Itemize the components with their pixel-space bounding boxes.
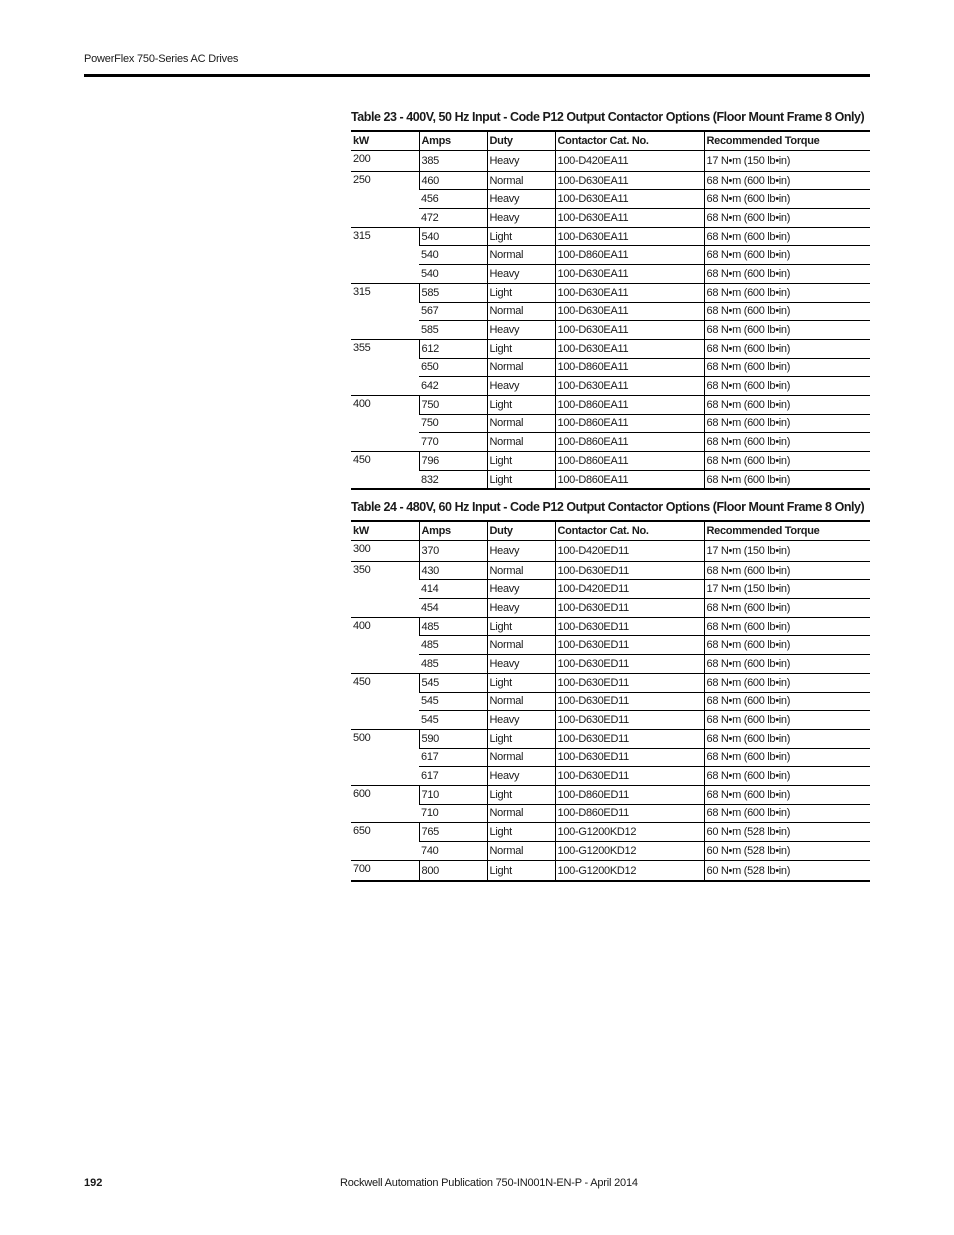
cell-amps: 585	[419, 283, 487, 302]
table-row	[351, 748, 870, 767]
table-row	[351, 395, 870, 414]
cell-contactor: 100-D860ED11	[555, 785, 704, 804]
page-number: 192	[84, 1177, 103, 1189]
cell-contactor: 100-G1200KD12	[555, 842, 704, 861]
cell-kw: 500	[351, 729, 419, 785]
cell-contactor: 100-G1200KD12	[555, 823, 704, 842]
cell-duty: Heavy	[487, 209, 555, 228]
publication-footer: Rockwell Automation Publication 750-IN001N-EN-P - April 2014	[340, 1177, 638, 1189]
cell-contactor: 100-D860EA11	[555, 358, 704, 377]
cell-amps: 800	[419, 860, 487, 881]
table-row	[351, 655, 870, 674]
cell-amps: 750	[419, 414, 487, 433]
cell-duty: Heavy	[487, 151, 555, 172]
cell-contactor: 100-D630ED11	[555, 599, 704, 618]
cell-duty: Normal	[487, 302, 555, 321]
cell-contactor: 100-D860EA11	[555, 414, 704, 433]
cell-contactor: 100-D860EA11	[555, 470, 704, 489]
cell-amps: 590	[419, 729, 487, 748]
cell-duty: Normal	[487, 804, 555, 823]
table-row	[351, 541, 870, 562]
cell-duty: Light	[487, 395, 555, 414]
cell-contactor: 100-G1200KD12	[555, 860, 704, 881]
cell-torque: 68 N•m (600 lb•in)	[704, 767, 870, 786]
cell-torque: 60 N•m (528 lb•in)	[704, 823, 870, 842]
cell-torque: 60 N•m (528 lb•in)	[704, 842, 870, 861]
cell-duty: Normal	[487, 636, 555, 655]
cell-kw: 315	[351, 227, 419, 283]
table-header-row	[351, 131, 870, 151]
cell-duty: Light	[487, 452, 555, 471]
col-header-kw: kW	[351, 521, 419, 541]
table-row	[351, 860, 870, 881]
table-row	[351, 561, 870, 580]
cell-torque: 68 N•m (600 lb•in)	[704, 171, 870, 190]
cell-duty: Light	[487, 227, 555, 246]
cell-duty: Normal	[487, 433, 555, 452]
cell-torque: 17 N•m (150 lb•in)	[704, 580, 870, 599]
table-row	[351, 283, 870, 302]
cell-amps: 650	[419, 358, 487, 377]
cell-contactor: 100-D630ED11	[555, 636, 704, 655]
cell-torque: 68 N•m (600 lb•in)	[704, 636, 870, 655]
cell-contactor: 100-D630ED11	[555, 561, 704, 580]
cell-amps: 617	[419, 767, 487, 786]
cell-amps: 710	[419, 804, 487, 823]
table-row	[351, 414, 870, 433]
cell-torque: 68 N•m (600 lb•in)	[704, 673, 870, 692]
cell-torque: 68 N•m (600 lb•in)	[704, 395, 870, 414]
cell-amps: 414	[419, 580, 487, 599]
cell-contactor: 100-D630EA11	[555, 302, 704, 321]
cell-torque: 68 N•m (600 lb•in)	[704, 748, 870, 767]
cell-amps: 485	[419, 636, 487, 655]
cell-contactor: 100-D630EA11	[555, 377, 704, 396]
table-24	[351, 520, 870, 882]
table-row	[351, 171, 870, 190]
table-24-body	[351, 541, 870, 882]
cell-contactor: 100-D860ED11	[555, 804, 704, 823]
cell-kw: 250	[351, 171, 419, 227]
cell-duty: Light	[487, 673, 555, 692]
cell-duty: Normal	[487, 171, 555, 190]
cell-contactor: 100-D860EA11	[555, 433, 704, 452]
cell-amps: 612	[419, 339, 487, 358]
table-row	[351, 151, 870, 172]
table-row	[351, 711, 870, 730]
cell-amps: 585	[419, 321, 487, 340]
cell-contactor: 100-D630EA11	[555, 265, 704, 284]
table-row	[351, 823, 870, 842]
cell-kw: 600	[351, 785, 419, 822]
cell-contactor: 100-D630ED11	[555, 673, 704, 692]
cell-duty: Normal	[487, 246, 555, 265]
cell-contactor: 100-D630ED11	[555, 692, 704, 711]
table-row	[351, 433, 870, 452]
cell-contactor: 100-D630EA11	[555, 171, 704, 190]
cell-contactor: 100-D860EA11	[555, 395, 704, 414]
cell-kw: 700	[351, 860, 419, 881]
cell-duty: Heavy	[487, 655, 555, 674]
cell-torque: 68 N•m (600 lb•in)	[704, 414, 870, 433]
cell-contactor: 100-D420ED11	[555, 541, 704, 562]
table-23	[351, 130, 870, 490]
cell-duty: Heavy	[487, 767, 555, 786]
cell-kw: 350	[351, 561, 419, 617]
table-row	[351, 302, 870, 321]
table-row	[351, 190, 870, 209]
table-24-title: Table 24 - 480V, 60 Hz Input - Code P12 Output Contactor Options (Floor Mount Frame 8 Only)	[351, 500, 865, 514]
table-row	[351, 767, 870, 786]
cell-amps: 460	[419, 171, 487, 190]
table-row	[351, 209, 870, 228]
table-23-body	[351, 151, 870, 490]
cell-torque: 68 N•m (600 lb•in)	[704, 804, 870, 823]
cell-contactor: 100-D860EA11	[555, 452, 704, 471]
cell-duty: Light	[487, 860, 555, 881]
cell-duty: Normal	[487, 414, 555, 433]
cell-amps: 456	[419, 190, 487, 209]
cell-torque: 68 N•m (600 lb•in)	[704, 377, 870, 396]
cell-duty: Light	[487, 823, 555, 842]
running-header: PowerFlex 750-Series AC Drives	[84, 53, 239, 65]
cell-duty: Light	[487, 339, 555, 358]
cell-torque: 68 N•m (600 lb•in)	[704, 209, 870, 228]
cell-amps: 642	[419, 377, 487, 396]
table-row	[351, 804, 870, 823]
col-header-torque: Recommended Torque	[704, 521, 870, 541]
cell-amps: 385	[419, 151, 487, 172]
cell-torque: 68 N•m (600 lb•in)	[704, 452, 870, 471]
cell-contactor: 100-D630ED11	[555, 655, 704, 674]
cell-torque: 68 N•m (600 lb•in)	[704, 190, 870, 209]
cell-kw: 355	[351, 339, 419, 395]
cell-amps: 832	[419, 470, 487, 489]
cell-amps: 750	[419, 395, 487, 414]
cell-kw: 315	[351, 283, 419, 339]
cell-amps: 545	[419, 673, 487, 692]
table-row	[351, 599, 870, 618]
cell-torque: 68 N•m (600 lb•in)	[704, 265, 870, 284]
table-row	[351, 358, 870, 377]
cell-duty: Light	[487, 617, 555, 636]
cell-duty: Light	[487, 470, 555, 489]
col-header-amps: Amps	[419, 131, 487, 151]
cell-amps: 540	[419, 227, 487, 246]
cell-duty: Normal	[487, 692, 555, 711]
cell-amps: 617	[419, 748, 487, 767]
cell-amps: 770	[419, 433, 487, 452]
cell-contactor: 100-D420ED11	[555, 580, 704, 599]
cell-amps: 540	[419, 246, 487, 265]
cell-duty: Normal	[487, 842, 555, 861]
cell-amps: 370	[419, 541, 487, 562]
cell-amps: 567	[419, 302, 487, 321]
cell-torque: 68 N•m (600 lb•in)	[704, 599, 870, 618]
cell-kw: 400	[351, 617, 419, 673]
col-header-contactor: Contactor Cat. No.	[555, 131, 704, 151]
cell-kw: 200	[351, 151, 419, 172]
table-header-row	[351, 521, 870, 541]
table-row	[351, 246, 870, 265]
cell-duty: Heavy	[487, 599, 555, 618]
cell-torque: 68 N•m (600 lb•in)	[704, 561, 870, 580]
cell-torque: 68 N•m (600 lb•in)	[704, 433, 870, 452]
cell-contactor: 100-D630ED11	[555, 767, 704, 786]
col-header-contactor: Contactor Cat. No.	[555, 521, 704, 541]
table-row	[351, 617, 870, 636]
cell-duty: Heavy	[487, 321, 555, 340]
cell-torque: 17 N•m (150 lb•in)	[704, 541, 870, 562]
table-row	[351, 265, 870, 284]
cell-amps: 796	[419, 452, 487, 471]
cell-torque: 68 N•m (600 lb•in)	[704, 321, 870, 340]
table-row	[351, 580, 870, 599]
col-header-torque: Recommended Torque	[704, 131, 870, 151]
table-row	[351, 377, 870, 396]
cell-duty: Normal	[487, 748, 555, 767]
table-23-title: Table 23 - 400V, 50 Hz Input - Code P12 Output Contactor Options (Floor Mount Frame 8 Only)	[351, 110, 865, 124]
table-row	[351, 452, 870, 471]
cell-contactor: 100-D630ED11	[555, 711, 704, 730]
cell-contactor: 100-D630EA11	[555, 227, 704, 246]
cell-kw: 450	[351, 673, 419, 729]
cell-duty: Heavy	[487, 377, 555, 396]
col-header-duty: Duty	[487, 131, 555, 151]
cell-duty: Heavy	[487, 711, 555, 730]
cell-torque: 68 N•m (600 lb•in)	[704, 617, 870, 636]
cell-torque: 68 N•m (600 lb•in)	[704, 246, 870, 265]
cell-contactor: 100-D630ED11	[555, 617, 704, 636]
cell-torque: 68 N•m (600 lb•in)	[704, 729, 870, 748]
cell-torque: 60 N•m (528 lb•in)	[704, 860, 870, 881]
table-row	[351, 729, 870, 748]
cell-torque: 68 N•m (600 lb•in)	[704, 227, 870, 246]
table-row	[351, 673, 870, 692]
cell-duty: Normal	[487, 358, 555, 377]
table-row	[351, 470, 870, 489]
cell-duty: Heavy	[487, 265, 555, 284]
cell-amps: 545	[419, 711, 487, 730]
cell-kw: 300	[351, 541, 419, 562]
table-row	[351, 321, 870, 340]
table-row	[351, 785, 870, 804]
cell-duty: Heavy	[487, 541, 555, 562]
table-row	[351, 692, 870, 711]
cell-torque: 68 N•m (600 lb•in)	[704, 358, 870, 377]
cell-contactor: 100-D630ED11	[555, 729, 704, 748]
cell-torque: 68 N•m (600 lb•in)	[704, 470, 870, 489]
cell-duty: Light	[487, 785, 555, 804]
cell-kw: 400	[351, 395, 419, 451]
col-header-amps: Amps	[419, 521, 487, 541]
table-row	[351, 636, 870, 655]
cell-contactor: 100-D630EA11	[555, 339, 704, 358]
cell-contactor: 100-D420EA11	[555, 151, 704, 172]
cell-duty: Heavy	[487, 580, 555, 599]
col-header-kw: kW	[351, 131, 419, 151]
cell-amps: 485	[419, 617, 487, 636]
cell-torque: 68 N•m (600 lb•in)	[704, 692, 870, 711]
cell-duty: Light	[487, 283, 555, 302]
cell-duty: Normal	[487, 561, 555, 580]
cell-torque: 68 N•m (600 lb•in)	[704, 711, 870, 730]
cell-amps: 765	[419, 823, 487, 842]
cell-torque: 68 N•m (600 lb•in)	[704, 785, 870, 804]
cell-torque: 68 N•m (600 lb•in)	[704, 655, 870, 674]
cell-contactor: 100-D860EA11	[555, 246, 704, 265]
cell-duty: Heavy	[487, 190, 555, 209]
cell-contactor: 100-D630EA11	[555, 283, 704, 302]
cell-kw: 650	[351, 823, 419, 860]
cell-kw: 450	[351, 452, 419, 490]
table-row	[351, 842, 870, 861]
cell-contactor: 100-D630ED11	[555, 748, 704, 767]
cell-torque: 68 N•m (600 lb•in)	[704, 302, 870, 321]
cell-amps: 540	[419, 265, 487, 284]
cell-contactor: 100-D630EA11	[555, 321, 704, 340]
cell-duty: Light	[487, 729, 555, 748]
cell-amps: 740	[419, 842, 487, 861]
cell-contactor: 100-D630EA11	[555, 190, 704, 209]
cell-torque: 68 N•m (600 lb•in)	[704, 283, 870, 302]
cell-amps: 545	[419, 692, 487, 711]
table-row	[351, 227, 870, 246]
cell-amps: 430	[419, 561, 487, 580]
cell-torque: 17 N•m (150 lb•in)	[704, 151, 870, 172]
cell-torque: 68 N•m (600 lb•in)	[704, 339, 870, 358]
table-row	[351, 339, 870, 358]
col-header-duty: Duty	[487, 521, 555, 541]
header-rule	[84, 74, 870, 77]
cell-contactor: 100-D630EA11	[555, 209, 704, 228]
cell-amps: 710	[419, 785, 487, 804]
cell-amps: 472	[419, 209, 487, 228]
cell-amps: 454	[419, 599, 487, 618]
cell-amps: 485	[419, 655, 487, 674]
